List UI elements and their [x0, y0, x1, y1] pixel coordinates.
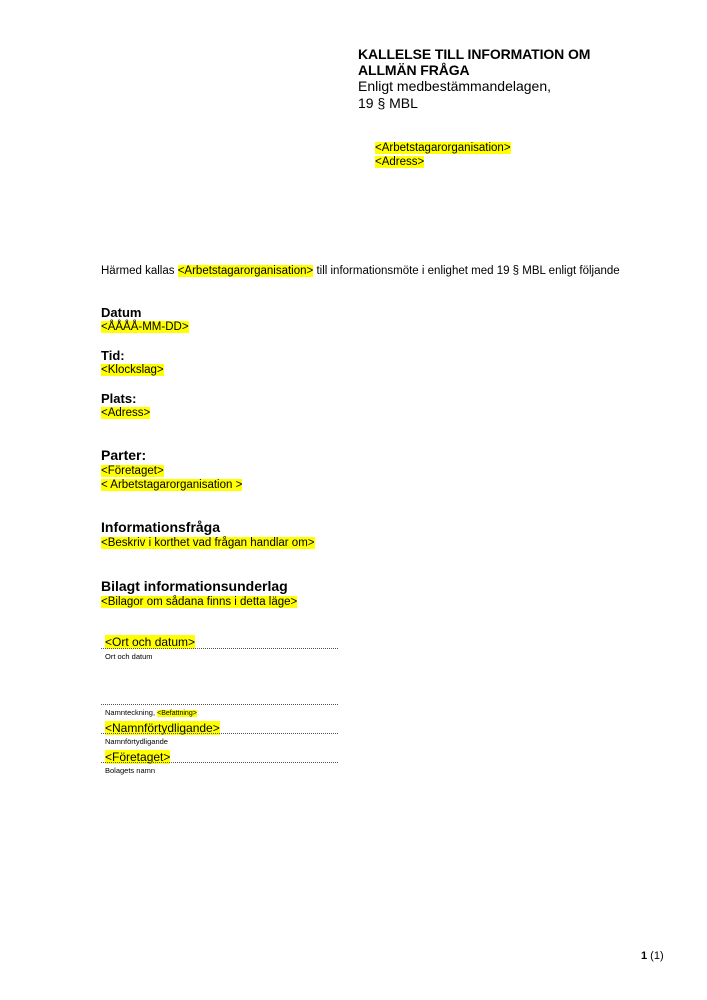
place-date-line	[101, 648, 338, 649]
parter-organisation-placeholder[interactable]: < Arbetstagarorganisation >	[101, 479, 243, 491]
page-current: 1	[641, 950, 648, 962]
parter-label: Parter:	[101, 447, 147, 463]
parter-company-placeholder[interactable]: <Företaget>	[101, 465, 164, 477]
signature-line[interactable]	[101, 704, 338, 705]
parter-section	[101, 447, 242, 492]
intro-suffix: till informationsmöte i enlighet med 19 § MBL enligt följande	[313, 265, 620, 277]
company-line	[101, 762, 338, 763]
plats-label: Plats:	[101, 391, 137, 406]
datum-placeholder[interactable]: <ÅÅÅÅ-MM-DD>	[101, 321, 189, 333]
name-caption: Namnförtydligande	[105, 737, 168, 746]
tid-placeholder[interactable]: <Klockslag>	[101, 364, 164, 376]
signature-caption: Namnteckning,	[105, 708, 158, 717]
plats-section	[101, 391, 150, 420]
tid-label: Tid:	[101, 348, 125, 363]
document-title-line1: KALLELSE TILL INFORMATION OM	[358, 46, 591, 62]
recipient-address-placeholder[interactable]: <Adress>	[375, 156, 425, 168]
document-subtitle-line1: Enligt medbestämmandelagen,	[358, 78, 552, 94]
company-caption: Bolagets namn	[105, 766, 156, 775]
name-line	[101, 733, 338, 734]
document-title-line2: ALLMÄN FRÅGA	[358, 62, 470, 78]
place-date-placeholder[interactable]: <Ort och datum>	[105, 635, 196, 649]
bilagt-placeholder[interactable]: <Bilagor om sådana finns i detta läge>	[101, 596, 298, 608]
position-placeholder[interactable]: <Befattning>	[157, 710, 197, 717]
plats-placeholder[interactable]: <Adress>	[101, 407, 151, 419]
name-placeholder[interactable]: <Namnförtydligande>	[105, 721, 220, 735]
place-date-caption: Ort och datum	[105, 652, 153, 661]
page-total: (1)	[647, 950, 664, 962]
document-subtitle-line2: 19 § MBL	[358, 95, 418, 111]
informationsfraga-label: Informationsfråga	[101, 519, 221, 535]
informationsfraga-section	[101, 519, 315, 550]
informationsfraga-placeholder[interactable]: <Beskriv i korthet vad frågan handlar om>	[101, 537, 315, 549]
tid-section	[101, 348, 164, 377]
intro-organisation-placeholder[interactable]: <Arbetstagarorganisation>	[177, 265, 314, 277]
signature-caption-row	[105, 708, 197, 718]
bilagt-label: Bilagt informationsunderlag	[101, 578, 288, 594]
intro-prefix: Härmed kallas	[101, 265, 178, 277]
intro-paragraph	[101, 264, 621, 278]
document-header	[358, 46, 678, 112]
bilagt-section	[101, 578, 297, 609]
recipient-block	[375, 141, 511, 169]
datum-section	[101, 305, 189, 334]
datum-label: Datum	[101, 305, 142, 320]
page-number	[641, 950, 664, 962]
company-placeholder[interactable]: <Företaget>	[105, 750, 171, 764]
recipient-organisation-placeholder[interactable]: <Arbetstagarorganisation>	[375, 142, 511, 154]
